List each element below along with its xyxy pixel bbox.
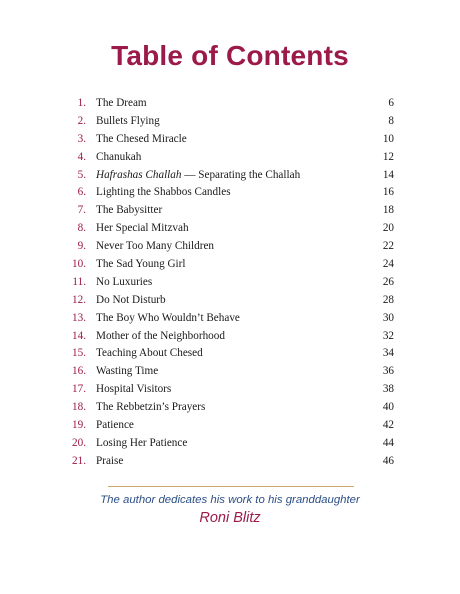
toc-page-number: 40: [382, 401, 394, 414]
toc-number: 18.: [72, 401, 86, 414]
toc-entry[interactable]: [64, 292, 394, 310]
toc-entry[interactable]: [64, 149, 394, 167]
toc-page-number: 24: [382, 258, 394, 271]
toc-number: 19.: [72, 419, 86, 432]
toc-page-number: 26: [382, 275, 394, 288]
toc-entry[interactable]: [64, 345, 394, 363]
toc-label: Never Too Many Children: [96, 240, 215, 253]
toc-number: 10.: [72, 258, 86, 271]
toc-entry[interactable]: [64, 399, 394, 417]
toc-number: 12.: [72, 293, 86, 306]
toc-label: [96, 167, 300, 185]
toc-page-number: 12: [382, 150, 394, 163]
toc-number: 5.: [77, 168, 86, 181]
toc-page-number: 10: [382, 132, 394, 145]
toc-entry[interactable]: [64, 220, 394, 238]
toc-number: 8.: [77, 222, 86, 235]
toc-entry[interactable]: [64, 113, 394, 131]
toc-page-number: 22: [382, 240, 394, 253]
toc-label: Wasting Time: [96, 365, 159, 378]
toc-label: The Chesed Miracle: [96, 132, 187, 145]
toc-page-number: 14: [382, 168, 394, 181]
toc-entry[interactable]: [64, 95, 394, 113]
toc-number: 13.: [72, 311, 86, 324]
toc-number: 16.: [72, 365, 86, 378]
toc-label: Hospital Visitors: [96, 383, 172, 396]
toc-page-number: 36: [382, 365, 394, 378]
toc-page-number: 38: [382, 383, 394, 396]
toc-label: Do Not Disturb: [96, 293, 166, 306]
toc-label: Lighting the Shabbos Candles: [96, 186, 231, 199]
toc-number: 11.: [72, 275, 86, 288]
toc-entry[interactable]: [64, 363, 394, 381]
toc-entry[interactable]: [64, 381, 394, 399]
toc-page-number: 34: [382, 347, 394, 360]
table-of-contents: [64, 95, 394, 471]
toc-entry[interactable]: [64, 238, 394, 256]
toc-number: 14.: [72, 329, 86, 342]
toc-label: The Boy Who Wouldn’t Behave: [96, 311, 240, 324]
toc-label: The Sad Young Girl: [96, 258, 186, 271]
author-name: Roni Blitz: [199, 510, 261, 526]
toc-number: 17.: [72, 383, 86, 396]
dedication-text: The author dedicates his work to his granddaughter: [100, 494, 360, 506]
toc-number: 15.: [72, 347, 86, 360]
toc-label-rest: — Separating the Challah: [181, 168, 301, 181]
toc-label: The Dream: [96, 97, 147, 109]
toc-label: Losing Her Patience: [96, 436, 188, 449]
toc-entry[interactable]: [64, 328, 394, 346]
toc-page-number: 32: [382, 329, 394, 342]
toc-entry[interactable]: [64, 310, 394, 328]
page-title: Table of Contents: [111, 40, 349, 71]
toc-number: 21.: [72, 454, 86, 467]
toc-entry[interactable]: [64, 453, 394, 471]
dedication-divider: [108, 486, 354, 487]
toc-label: The Rebbetzin’s Prayers: [96, 401, 206, 414]
toc-number: 7.: [77, 204, 86, 217]
toc-entry[interactable]: [64, 131, 394, 149]
toc-page-number: 16: [382, 186, 394, 199]
toc-page-number: 46: [382, 454, 394, 467]
toc-label: The Babysitter: [96, 204, 163, 217]
toc-entry[interactable]: [64, 167, 394, 185]
toc-page-number: 6: [388, 97, 394, 109]
toc-number: 20.: [72, 436, 86, 449]
toc-label: Patience: [96, 419, 134, 432]
toc-entry[interactable]: [64, 435, 394, 453]
toc-page-number: 30: [382, 311, 394, 324]
toc-label: Teaching About Chesed: [96, 347, 203, 360]
toc-page-number: 28: [382, 293, 394, 306]
toc-entry[interactable]: [64, 202, 394, 220]
toc-entry[interactable]: [64, 274, 394, 292]
toc-number: 6.: [77, 186, 86, 199]
toc-label: Bullets Flying: [96, 114, 160, 127]
toc-page-number: 8: [388, 114, 394, 127]
toc-label: Chanukah: [96, 150, 142, 163]
toc-label: Praise: [96, 454, 124, 467]
toc-page-number: 20: [382, 222, 394, 235]
toc-label: No Luxuries: [96, 275, 153, 288]
toc-label: Her Special Mitzvah: [96, 222, 189, 235]
toc-number: 9.: [77, 240, 86, 253]
toc-number: 1.: [77, 97, 86, 109]
toc-page-number: 44: [382, 436, 394, 449]
toc-number: 3.: [77, 132, 86, 145]
toc-page-number: 18: [382, 204, 394, 217]
toc-label-italic: Hafrashas Challah: [96, 168, 182, 181]
toc-label: Mother of the Neighborhood: [96, 329, 225, 342]
toc-number: 2.: [77, 114, 86, 127]
toc-entry[interactable]: [64, 256, 394, 274]
toc-entry[interactable]: [64, 184, 394, 202]
toc-page-number: 42: [382, 419, 394, 432]
toc-number: 4.: [77, 150, 86, 163]
toc-entry[interactable]: [64, 417, 394, 435]
